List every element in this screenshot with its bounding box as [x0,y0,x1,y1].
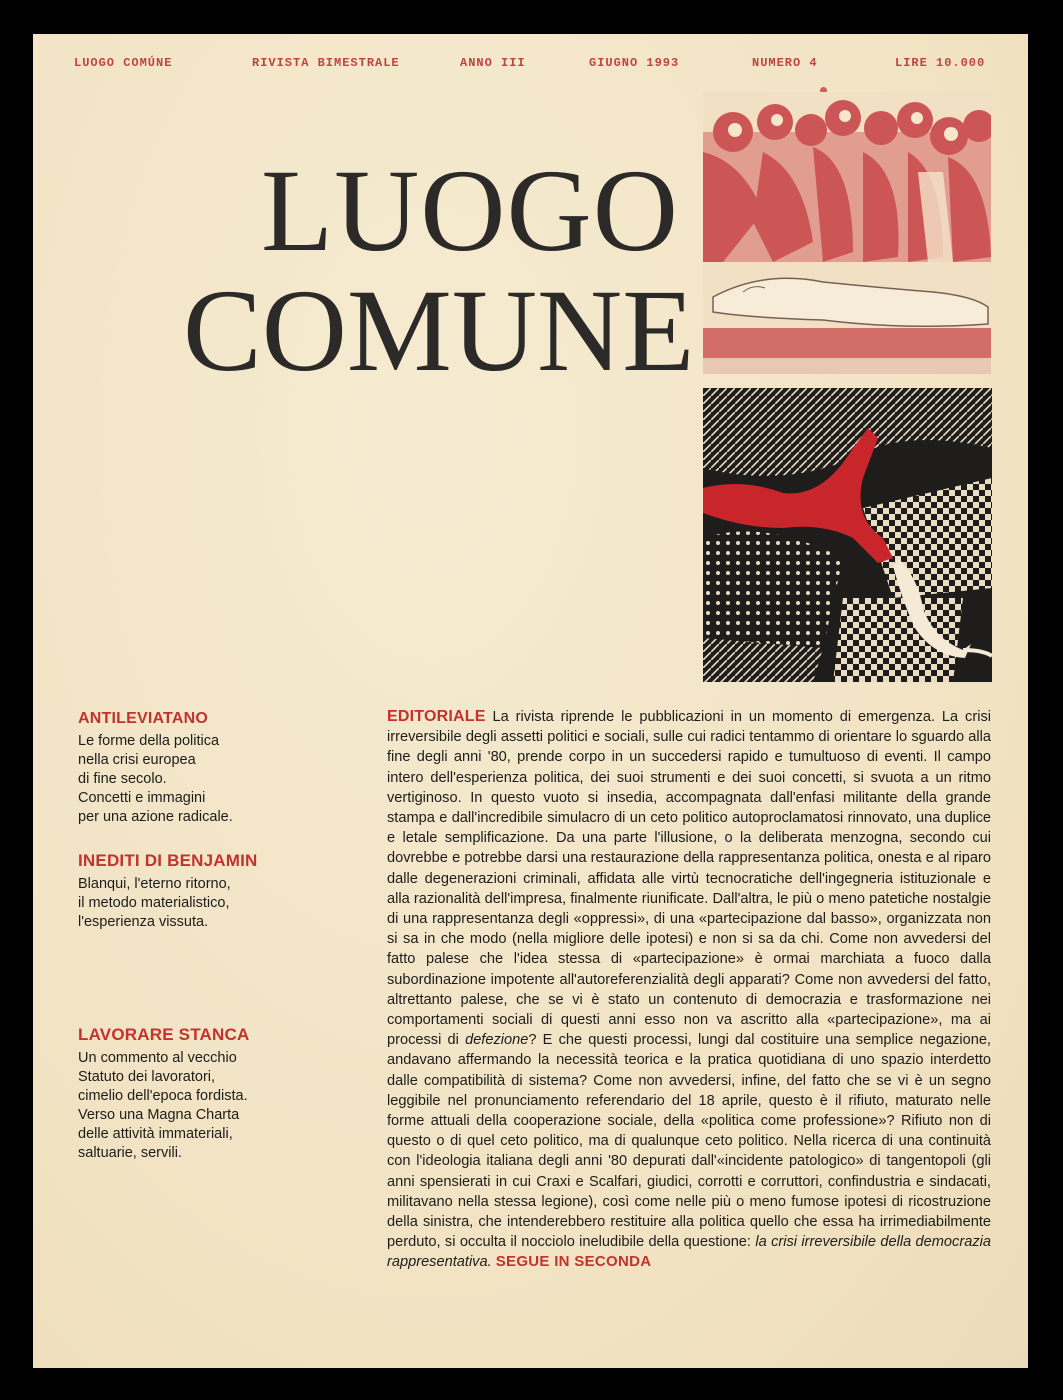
masthead-name: LUOGO COMÚNE [74,56,173,70]
masthead-number: NUMERO 4 [752,56,818,70]
sidebar-line: di fine secolo. [78,771,167,787]
masthead-date: GIUGNO 1993 [589,56,680,70]
continued-link[interactable]: SEGUE IN SECONDA [495,1253,652,1271]
sidebar-line: delle attività immateriali, [78,1126,233,1142]
sidebar-line: Statuto dei lavoratori, [78,1069,216,1085]
sidebar-section-antileviatano [78,710,298,827]
sidebar-line: Blanqui, l'eterno ritorno, [78,876,231,892]
title-text-2: COMUNE [183,265,695,396]
sidebar-section-lavorare-stanca [78,1025,298,1163]
sidebar-line: l'esperienza vissuta. [78,914,209,930]
sidebar-line: il metodo materialistico, [78,895,230,911]
sidebar-heading: ANTILEVIATANO [78,710,208,727]
sidebar-body [78,732,298,827]
woodcut-illustration [703,388,992,682]
title-text-1: LUOGO [261,145,679,276]
editorial-heading: EDITORIALE [387,708,486,725]
sidebar-section-benjamin [78,851,298,932]
magazine-cover [33,34,1028,1368]
editorial-italic-2: la crisi irreversibile della democrazia rappresentativa. [387,1234,991,1271]
masthead-price: LIRE 10.000 [895,56,986,70]
sidebar-heading: LAVORARE STANCA [78,1025,250,1044]
sidebar-line: Verso una Magna Charta [78,1107,240,1123]
masthead-row [33,56,1028,72]
editorial-article [387,707,991,1273]
sidebar-heading: INEDITI DI BENJAMIN [78,851,258,870]
title-line-2 [183,265,695,396]
editorial-text-2: ? E che questi processi, lungi dal costituire una semplice negazione, andavano affermando la necessità teorica e la pratica quotidiana di uno spazio interdetto dalle compatibilità di sistema? Come non avvedersi, infine, del fatto che se vi è un segno leggibile nel pronunciamento referendario del 18 aprile, questo è il rifiuto, maturato nelle forme attuali della cooperazione sociale, della «politica come professione»? Rifiuto non di questo o di quel ceto politico, ma di qualunque ceto politico. Nella ricerca di una continuità con l'ideologia italiana degli anni '80 depurati dall'«incidente patologico» di tangentopoli (gli anni spensierati in cui Craxi e Scalfari, giudici, corrotti e corruttori, confindustria e sindacati, militavano nella stessa legione), così come nelle più o meno fumose ipotesi di ricostruzione della sinistra, che intenderebbero restituire alla politica quello che essa ha irrimediabilmente perduto, si occulta il nocciolo ineludibile della questione: [387,1032,991,1251]
sidebar-body [78,1049,298,1163]
sidebar-line: Concetti e immagini [78,790,206,806]
masthead-type: RIVISTA BIMESTRALE [252,56,400,70]
sidebar-body [78,875,298,932]
editorial-italic-1: defezione [465,1032,529,1049]
sidebar-line: Le forme della politica [78,733,220,749]
crowd-illustration [703,92,991,374]
sidebar-line: nella crisi europea [78,752,196,768]
title-line-1 [261,145,679,276]
masthead-year: ANNO III [460,56,526,70]
sidebar-line: per una azione radicale. [78,809,233,825]
sidebar-line: Un commento al vecchio [78,1050,237,1066]
sidebar-line: cimelio dell'epoca fordista. [78,1088,248,1104]
sidebar-line: saltuarie, servili. [78,1145,182,1161]
editorial-text-1: La rivista riprende le pubblicazioni in un momento di emergenza. La crisi irreversibile degli assetti politici e sociali, sulle cui radici tentammo di orientare lo sguardo alla fine degli anni '80, prende corpo in un succedersi rapido e tumultuoso di eventi. Il campo intero dell'esperienza politica, dei suoi strumenti e dei suoi concetti, si svuota a un ritmo vertiginoso. In questo vuoto si insedia, accompagnata dall'enfasi militante della grande stampa e dall'incredibile simulacro di un ceto politico autoproclamatosi rinnovato, una duplice e letale semplificazione. Da una parte l'illusione, o la deliberata menzogna, secondo cui dovrebbe e potrebbe darsi una restaurazione della rappresentanza politica, onesta e al riparo dalle degenerazioni criminali, affidata alle virtù tecnocratiche dell'ingegneria istituzionale e alla razionalità dell'impresa, finalmente riunificate. Dall'altra, le più o meno patetiche nostalgie di una rappresentanza degli «oppressi», di una «partecipazione dal basso», organizzata non si sa in che modo (nella migliore delle ipotesi) e non si sa da chi. Come non avvedersi del fatto palese che l'idea stessa di «partecipazione» è ormai marchiata a fuoco dalla subordinazione impotente all'autoreferenzialità degli apparati? Come non avvedersi del fatto, altrettanto palese, che se vi è stato un contenuto di democrazia e trasformazione nei comportamenti sociali di questi anni esso non va ascritto alla «partecipazione», ma ai processi di [387,709,991,1049]
